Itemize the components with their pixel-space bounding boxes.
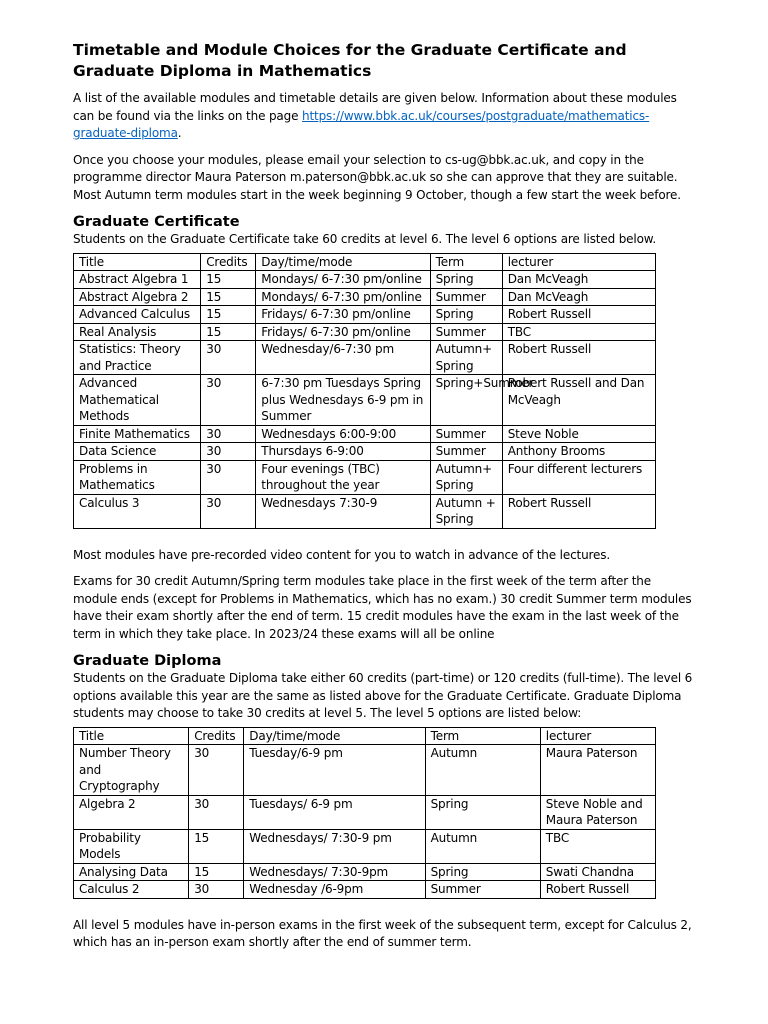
table-cell: Robert Russell [540, 881, 655, 899]
table-cell: 6-7:30 pm Tuesdays Spring plus Wednesdays 6-9 pm in Summer [256, 375, 430, 426]
table-header-row [74, 727, 656, 745]
table-cell: Tuesday/6-9 pm [244, 745, 425, 796]
table-row [74, 323, 656, 341]
table-cell: Calculus 2 [74, 881, 189, 899]
column-header: Credits [201, 253, 256, 271]
table-cell: Mondays/ 6-7:30 pm/online [256, 288, 430, 306]
table-cell: 15 [189, 829, 244, 863]
table-cell: 15 [201, 271, 256, 289]
table-cell: 15 [201, 323, 256, 341]
column-header: lecturer [540, 727, 655, 745]
table-cell: Wednesdays 6:00-9:00 [256, 425, 430, 443]
course-page-link[interactable]: https://www.bbk.ac.uk/courses/postgraduate/mathematics-graduate-diploma [73, 108, 650, 140]
table-cell: Problems in Mathematics [74, 460, 201, 494]
intro-text: A list of the available modules and timetable details are given below. Information about these modules can be found via the links on the page [73, 91, 677, 123]
table-cell: Anthony Brooms [502, 443, 655, 461]
table-cell: Maura Paterson [540, 745, 655, 796]
table-cell: Fridays/ 6-7:30 pm/online [256, 306, 430, 324]
table-row [74, 425, 656, 443]
table-cell: Wednesdays/ 7:30-9 pm [244, 829, 425, 863]
table-cell: Abstract Algebra 1 [74, 271, 201, 289]
table-row [74, 881, 656, 899]
table-cell: Autumn [425, 745, 540, 796]
email-paragraph: Once you choose your modules, please email your selection to cs-ug@bbk.ac.uk, and copy in the programme director Maura Paterson m.paterson@bbk.ac.uk so she can approve that they are suitable. Most Autumn term modules start in the week beginning 9 October, though a few start the week before. [73, 152, 681, 202]
table-cell: Tuesdays/ 6-9 pm [244, 795, 425, 829]
diploma-intro: Students on the Graduate Diploma take either 60 credits (part-time) or 120 credits (full-time). The level 6 options available this year are the same as listed above for the Graduate Certificate. Graduate Diploma students may choose to take 30 credits at level 5. The level 5 options are listed below: [73, 671, 693, 720]
table-cell: Summer [430, 425, 502, 443]
table-cell: Algebra 2 [74, 795, 189, 829]
table-cell: Advanced Mathematical Methods [74, 375, 201, 426]
table-cell: Summer [430, 323, 502, 341]
column-header: Day/time/mode [244, 727, 425, 745]
table-cell: Four different lecturers [502, 460, 655, 494]
diploma-heading: Graduate Diploma [73, 653, 222, 669]
table-cell: Dan McVeagh [502, 271, 655, 289]
table-cell: Robert Russell and Dan McVeagh [502, 375, 655, 426]
table-row [74, 745, 656, 796]
document-page [73, 40, 698, 961]
table-cell: Spring+Summer [430, 375, 502, 426]
table-cell: Summer [430, 443, 502, 461]
table-cell: Swati Chandna [540, 863, 655, 881]
table-cell: Mondays/ 6-7:30 pm/online [256, 271, 430, 289]
table-cell: Spring [430, 271, 502, 289]
table-cell: Spring [425, 863, 540, 881]
video-note: Most modules have pre-recorded video content for you to watch in advance of the lectures. [73, 547, 611, 562]
table-cell: Advanced Calculus [74, 306, 201, 324]
table-row [74, 341, 656, 375]
column-header: Term [430, 253, 502, 271]
table-cell: Probability Models [74, 829, 189, 863]
table-cell: Robert Russell [502, 494, 655, 528]
table-cell: 30 [189, 795, 244, 829]
table-cell: Thursdays 6-9:00 [256, 443, 430, 461]
table-cell: 30 [201, 341, 256, 375]
table-cell: 30 [201, 443, 256, 461]
table-cell: Autumn [425, 829, 540, 863]
table-row [74, 306, 656, 324]
table-cell: 30 [201, 425, 256, 443]
table-cell: Abstract Algebra 2 [74, 288, 201, 306]
table-cell: 30 [201, 375, 256, 426]
table-cell: Robert Russell [502, 306, 655, 324]
table-row [74, 829, 656, 863]
table-row [74, 460, 656, 494]
intro-paragraph [73, 90, 698, 143]
table-cell: Steve Noble and Maura Paterson [540, 795, 655, 829]
table-cell: 30 [189, 745, 244, 796]
table-cell: Wednesdays/ 7:30-9pm [244, 863, 425, 881]
table-cell: 15 [201, 288, 256, 306]
table-cell: Wednesday/6-7:30 pm [256, 341, 430, 375]
table-cell: Four evenings (TBC) throughout the year [256, 460, 430, 494]
table-cell: 30 [189, 881, 244, 899]
intro-text-end: . [177, 126, 182, 140]
table-cell: Dan McVeagh [502, 288, 655, 306]
column-header: Day/time/mode [256, 253, 430, 271]
table-cell: Spring [430, 306, 502, 324]
final-note: All level 5 modules have in-person exams in the first week of the subsequent term, except for Calculus 2, which has an in-person exam shortly after the end of summer term. [73, 917, 692, 949]
table-cell: 15 [201, 306, 256, 324]
table-cell: Finite Mathematics [74, 425, 201, 443]
table-row [74, 494, 656, 528]
exams-note: Exams for 30 credit Autumn/Spring term modules take place in the first week of the term after the module ends (except for Problems in Mathematics, which has no exam.) 30 credit Summer term modules have their exam shortly after the end of term. 15 credit modules have the exam in the last week of the term in which they take place. In 2023/24 these exams will all be online [73, 574, 692, 641]
table-cell: Autumn+ Spring [430, 460, 502, 494]
table-cell: TBC [540, 829, 655, 863]
table-cell: Autumn + Spring [430, 494, 502, 528]
table-cell: Real Analysis [74, 323, 201, 341]
column-header: Title [74, 727, 189, 745]
certificate-intro: Students on the Graduate Certificate take 60 credits at level 6. The level 6 options are listed below. [73, 232, 657, 246]
table-cell: 30 [201, 494, 256, 528]
table-cell: Wednesday /6-9pm [244, 881, 425, 899]
table-cell: Spring [425, 795, 540, 829]
certificate-heading: Graduate Certificate [73, 214, 240, 230]
column-header: Term [425, 727, 540, 745]
table-cell: Fridays/ 6-7:30 pm/online [256, 323, 430, 341]
table-row [74, 795, 656, 829]
document-title: Timetable and Module Choices for the Graduate Certificate and Graduate Diploma in Mathematics [73, 41, 627, 80]
table-cell: Calculus 3 [74, 494, 201, 528]
table-row [74, 443, 656, 461]
table-cell: Steve Noble [502, 425, 655, 443]
table-cell: Wednesdays 7:30-9 [256, 494, 430, 528]
table-row [74, 863, 656, 881]
certificate-table [73, 253, 656, 529]
table-row [74, 271, 656, 289]
table-row [74, 375, 656, 426]
table-cell: Robert Russell [502, 341, 655, 375]
table-cell: Summer [430, 288, 502, 306]
table-cell: Autumn+ Spring [430, 341, 502, 375]
table-cell: 30 [201, 460, 256, 494]
table-cell: Statistics: Theory and Practice [74, 341, 201, 375]
table-cell: Summer [425, 881, 540, 899]
table-header-row [74, 253, 656, 271]
column-header: lecturer [502, 253, 655, 271]
table-cell: Analysing Data [74, 863, 189, 881]
table-cell: Number Theory and Cryptography [74, 745, 189, 796]
table-row [74, 288, 656, 306]
table-cell: 15 [189, 863, 244, 881]
column-header: Title [74, 253, 201, 271]
column-header: Credits [189, 727, 244, 745]
diploma-table [73, 727, 656, 899]
table-cell: TBC [502, 323, 655, 341]
table-cell: Data Science [74, 443, 201, 461]
